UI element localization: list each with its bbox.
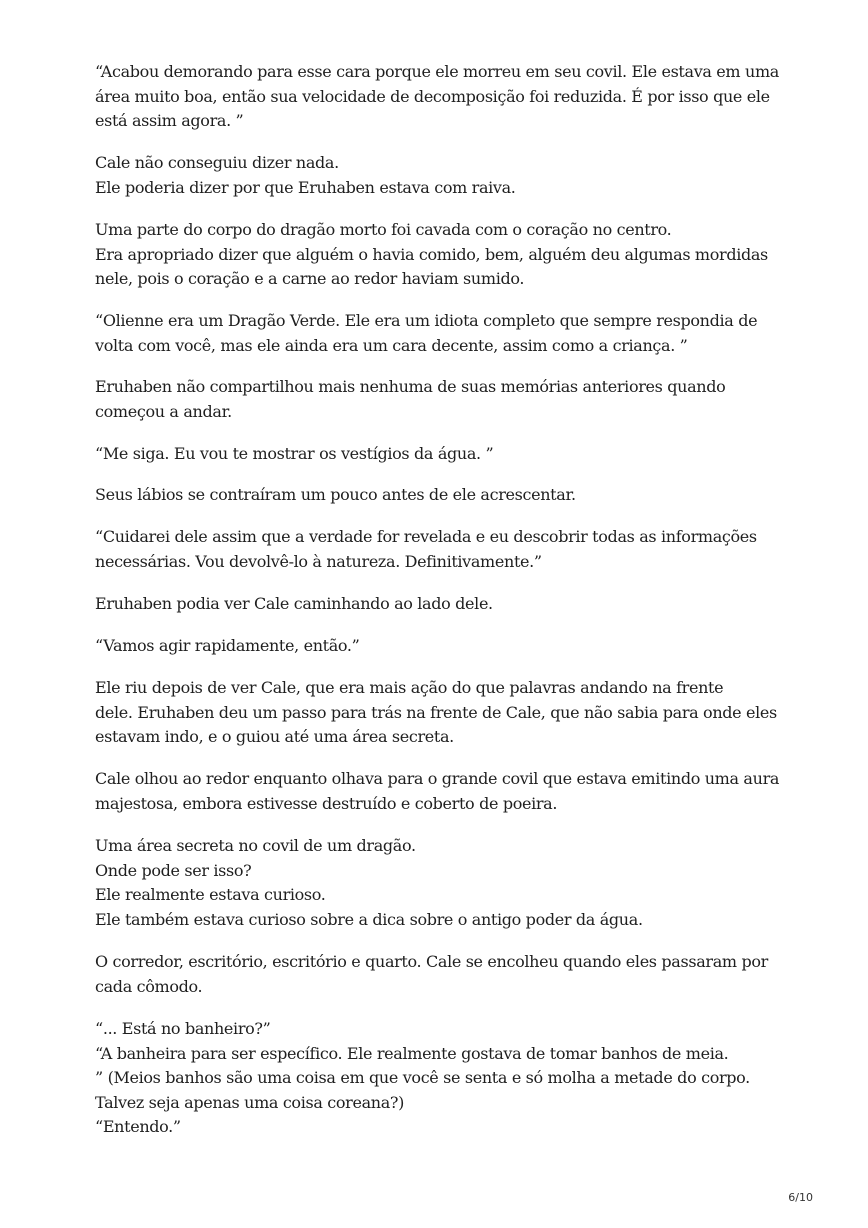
text-line: dele. Eruhaben deu um passo para trás na frente de Cale, que não sabia para onde eles bbox=[95, 702, 777, 722]
text-line: “Acabou demorando para esse cara porque ele morreu em seu covil. Ele estava em uma bbox=[95, 62, 779, 81]
paragraph bbox=[95, 592, 785, 617]
text-line: está assim agora. ” bbox=[95, 111, 244, 130]
paragraph bbox=[95, 634, 785, 659]
text-line: começou a andar. bbox=[95, 401, 232, 421]
text-line: “Cuidarei dele assim que a verdade for revelada e eu descobrir todas as informações bbox=[95, 527, 757, 546]
text-line: Ele poderia dizer por que Eruhaben estava com raiva. bbox=[95, 177, 516, 197]
paragraph bbox=[95, 525, 785, 574]
text-line: cada cômodo. bbox=[95, 976, 203, 996]
text-line: necessárias. Vou devolvê-lo à natureza. Definitivamente.” bbox=[95, 551, 542, 571]
text-line: majestosa, embora estivesse destruído e coberto de poeira. bbox=[95, 793, 558, 813]
text-line: Eruhaben podia ver Cale caminhando ao lado dele. bbox=[95, 594, 493, 613]
text-line: volta com você, mas ele ainda era um cara decente, assim como a criança. ” bbox=[95, 335, 688, 355]
paragraph bbox=[95, 676, 785, 750]
text-line: “... Está no banheiro?” bbox=[95, 1019, 271, 1038]
text-line: “Vamos agir rapidamente, então.” bbox=[95, 636, 360, 655]
text-line: área muito boa, então sua velocidade de decomposição foi reduzida. É por isso que ele bbox=[95, 86, 770, 106]
text-line: “A banheira para ser específico. Ele realmente gostava de tomar banhos de meia. bbox=[95, 1043, 729, 1063]
paragraph bbox=[95, 1017, 785, 1140]
paragraph bbox=[95, 60, 785, 134]
text-line: Onde pode ser isso? bbox=[95, 860, 252, 880]
paragraph bbox=[95, 483, 785, 508]
text-line: Seus lábios se contraíram um pouco antes de ele acrescentar. bbox=[95, 485, 576, 504]
text-line: Ele realmente estava curioso. bbox=[95, 885, 326, 904]
paragraph bbox=[95, 309, 785, 358]
page-number: 6/10 bbox=[788, 1191, 813, 1204]
paragraph bbox=[95, 834, 785, 932]
text-line: Uma área secreta no covil de um dragão. bbox=[95, 836, 416, 855]
text-line: Eruhaben não compartilhou mais nenhuma de suas memórias anteriores quando bbox=[95, 377, 726, 396]
text-line: Uma parte do corpo do dragão morto foi cavada com o coração no centro. bbox=[95, 220, 672, 239]
text-line: nele, pois o coração e a carne ao redor haviam sumido. bbox=[95, 269, 525, 288]
text-line: “Entendo.” bbox=[95, 1117, 181, 1136]
text-line: Talvez seja apenas uma coisa coreana?) bbox=[95, 1092, 405, 1112]
text-line: Cale olhou ao redor enquanto olhava para o grande covil que estava emitindo uma aura bbox=[95, 769, 780, 788]
text-line: estavam indo, e o guiou até uma área secreta. bbox=[95, 727, 454, 746]
text-line: O corredor, escritório, escritório e quarto. Cale se encolheu quando eles passaram por bbox=[95, 952, 768, 971]
text-line: Cale não conseguiu dizer nada. bbox=[95, 153, 339, 172]
text-line: Ele riu depois de ver Cale, que era mais ação do que palavras andando na frente bbox=[95, 678, 724, 697]
paragraph bbox=[95, 151, 785, 200]
text-line: ” (Meios banhos são uma coisa em que você se senta e só molha a metade do corpo. bbox=[95, 1068, 750, 1087]
paragraph bbox=[95, 218, 785, 292]
paragraph bbox=[95, 375, 785, 424]
text-line: Era apropriado dizer que alguém o havia comido, bem, alguém deu algumas mordidas bbox=[95, 244, 768, 264]
paragraph bbox=[95, 442, 785, 467]
paragraph bbox=[95, 950, 785, 999]
text-line: “Me siga. Eu vou te mostrar os vestígios da água. ” bbox=[95, 444, 494, 463]
paragraph bbox=[95, 767, 785, 816]
text-line: Ele também estava curioso sobre a dica sobre o antigo poder da água. bbox=[95, 909, 643, 929]
text-line: “Olienne era um Dragão Verde. Ele era um idiota completo que sempre respondia de bbox=[95, 311, 758, 330]
